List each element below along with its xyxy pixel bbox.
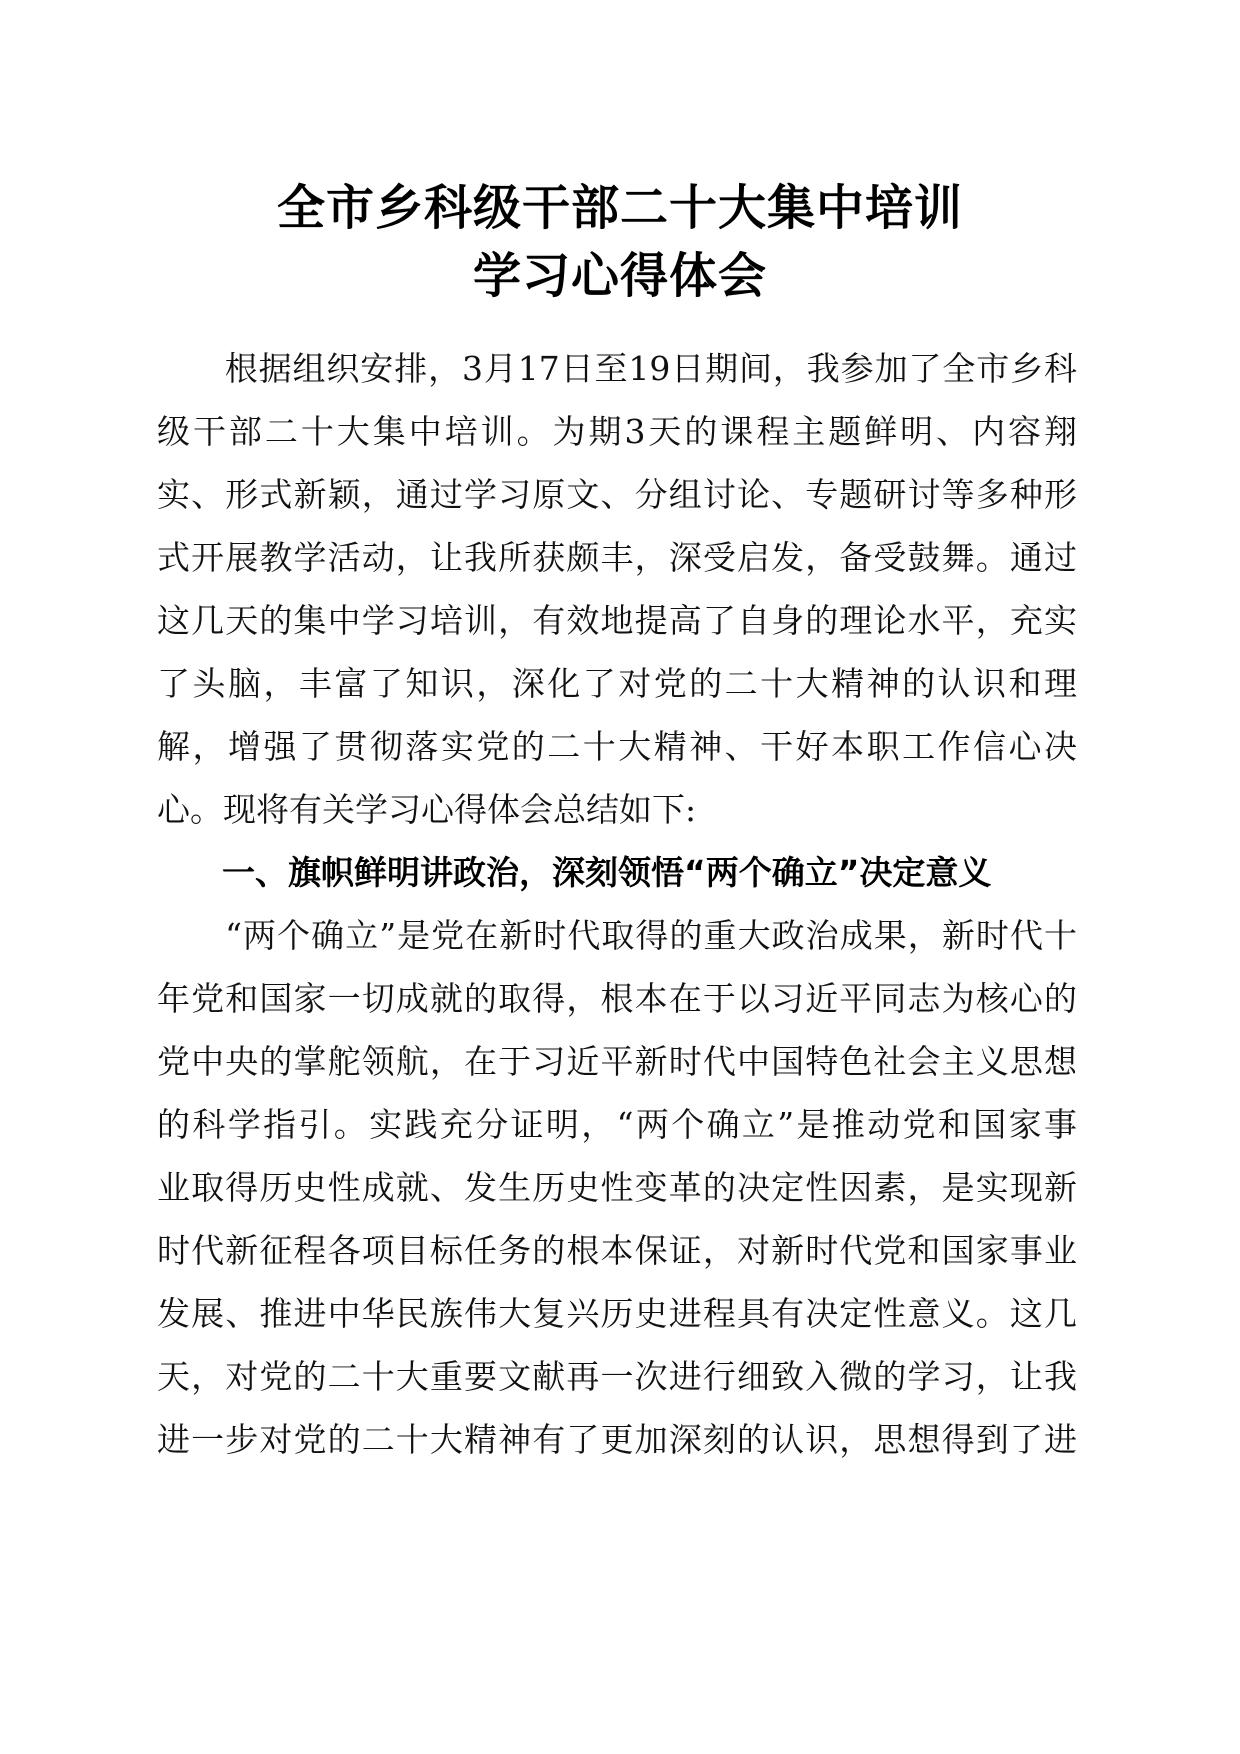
- text-line: 的科学指引。实践充分证明，“两个确立”是推动党和国家事: [157, 1105, 1077, 1144]
- text-line: 党中央的掌舵领航，在于习近平新时代中国特色社会主义思想: [157, 1042, 1077, 1081]
- text-line: 时代新征程各项目标任务的根本保证，对新时代党和国家事业: [157, 1231, 1077, 1270]
- section-heading-1: 一、旗帜鲜明讲政治，深刻领悟“两个确立”决定意义: [222, 853, 992, 892]
- text-line: 了头脑，丰富了知识，深化了对党的二十大精神的认识和理: [157, 664, 1077, 703]
- text-line: 根据组织安排，3月17日至19日期间，我参加了全市乡科: [157, 349, 1077, 388]
- text-line: 进一步对党的二十大精神有了更加深刻的认识，思想得到了进: [157, 1420, 1077, 1459]
- text-line: 年党和国家一切成就的取得，根本在于以习近平同志为核心的: [157, 979, 1077, 1018]
- text-line: “两个确立”是党在新时代取得的重大政治成果，新时代十: [157, 916, 1077, 955]
- text-line: 级干部二十大集中培训。为期3天的课程主题鲜明、内容翔: [157, 412, 1077, 451]
- document-title-line-1: 全市乡科级干部二十大集中培训: [276, 180, 963, 236]
- text-line: 这几天的集中学习培训，有效地提高了自身的理论水平，充实: [157, 601, 1077, 640]
- text-line: 解，增强了贯彻落实党的二十大精神、干好本职工作信心决: [157, 727, 1077, 766]
- text-line: 实、形式新颖，通过学习原文、分组讨论、专题研讨等多种形: [157, 475, 1077, 514]
- text-line: 发展、推进中华民族伟大复兴历史进程具有决定性意义。这几: [157, 1294, 1077, 1333]
- text-line: 天，对党的二十大重要文献再一次进行细致入微的学习，让我: [157, 1357, 1077, 1396]
- text-line: 心。现将有关学习心得体会总结如下:: [157, 790, 697, 829]
- text-line: 式开展教学活动，让我所获颇丰，深受启发，备受鼓舞。通过: [157, 538, 1077, 577]
- text-line: 业取得历史性成就、发生历史性变革的决定性因素，是实现新: [157, 1168, 1077, 1207]
- document-title-line-2: 学习心得体会: [472, 248, 767, 304]
